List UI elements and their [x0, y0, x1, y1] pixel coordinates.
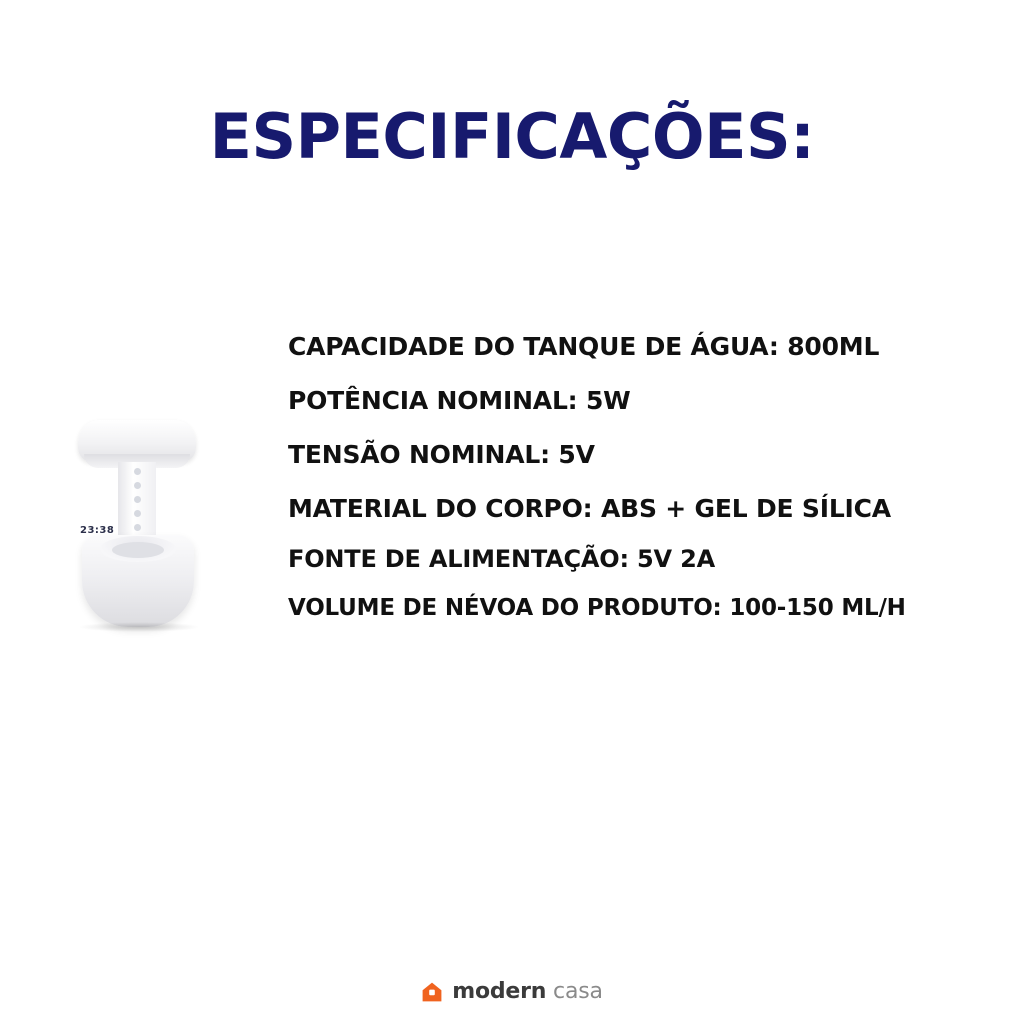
product-base-inner — [112, 542, 164, 558]
brand-name-bold: modern — [452, 979, 547, 1004]
spec-item-rated-voltage: TENSÃO NOMINAL: 5V — [288, 440, 595, 469]
spec-item-body-material: MATERIAL DO CORPO: ABS + GEL DE SÍLICA — [288, 494, 891, 523]
product-clock-display: 23:38 — [80, 525, 115, 536]
brand-name — [452, 979, 603, 1004]
spec-item-rated-power: POTÊNCIA NOMINAL: 5W — [288, 386, 631, 415]
footer-brand — [0, 979, 1024, 1004]
spec-item-tank-capacity: CAPACIDADE DO TANQUE DE ÁGUA: 800ML — [288, 332, 880, 361]
brand-name-light: casa — [546, 979, 603, 1004]
spec-item-mist-volume: VOLUME DE NÉVOA DO PRODUTO: 100-150 ML/H — [288, 595, 906, 621]
specifications-list — [288, 332, 988, 621]
product-image — [60, 410, 250, 660]
spec-item-power-source: FONTE DE ALIMENTAÇÃO: 5V 2A — [288, 545, 715, 573]
water-drops-icon — [131, 468, 143, 534]
product-ground-shadow — [78, 622, 200, 632]
page-title: ESPECIFICAÇÕES: — [209, 100, 815, 173]
modern-casa-logo-icon — [421, 981, 443, 1003]
